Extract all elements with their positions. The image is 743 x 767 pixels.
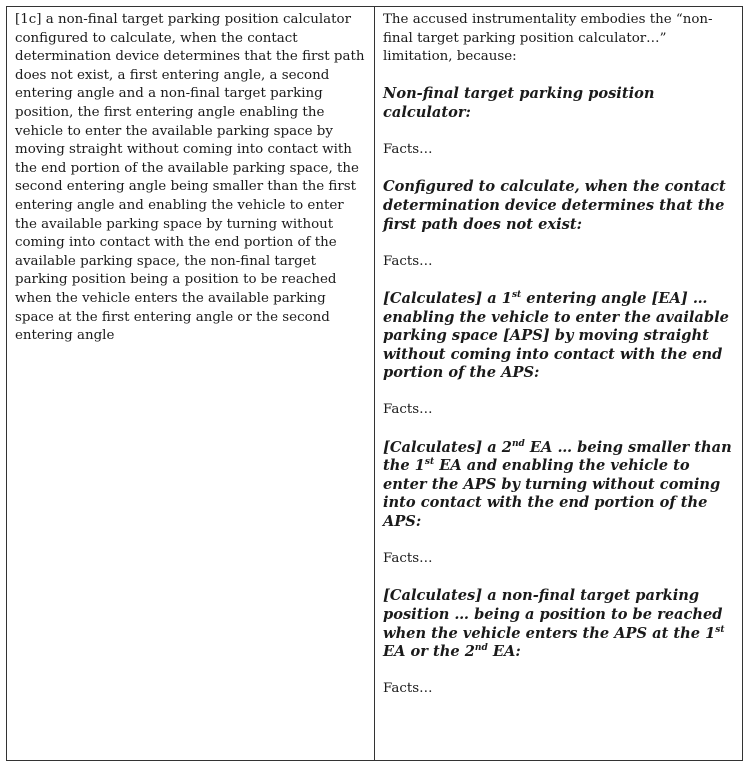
ordinal-suffix: st	[424, 457, 435, 468]
limitation-heading-first-angle	[383, 290, 734, 383]
limitation-heading-target-position	[383, 587, 734, 661]
claim-element-text: [1c] a non-final target parking position calculator configured to calculate, when the contact determination device determines that the first path does not exist, a first entering angle, a second entering angle and a non-final target parking position, the first entering angle enabling the vehicle to enter the available parking space by moving straight without coming into contact with the end portion of the available parking space, the second entering angle being smaller than the first entering angle and enabling the vehicle to enter the available parking space by turning without coming into contact with the end portion of the available parking space, the non-final target parking position being a position to be reached when the vehicle enters the available parking space at the first entering angle or the second entering angle	[15, 12, 365, 344]
claim-chart-table	[6, 6, 743, 761]
heading-text: EA or the 2	[383, 643, 475, 661]
analysis-intro: The accused instrumentality embodies the “non-final target parking position calculator…” limitation, because:	[383, 12, 713, 65]
heading-text: [Calculates] a 2	[383, 438, 512, 456]
ordinal-suffix: nd	[474, 643, 488, 654]
claim-chart-row	[7, 7, 743, 761]
heading-text: [Calculates] a 1	[383, 289, 512, 307]
limitation-heading-calculator: Non-final target parking position calculator:	[383, 85, 655, 121]
infringement-analysis-cell	[375, 7, 743, 761]
facts-placeholder: Facts…	[383, 142, 433, 158]
ordinal-suffix: st	[715, 624, 725, 635]
facts-placeholder: Facts…	[383, 551, 433, 567]
limitation-heading-configured: Configured to calculate, when the contact determination device determines that the first path does not exist:	[383, 178, 726, 233]
heading-text: EA and enabling the vehicle to enter the APS by turning without coming into contact with the end portion of the APS:	[383, 457, 721, 531]
claim-element-cell	[7, 7, 375, 761]
ordinal-suffix: nd	[511, 438, 525, 449]
heading-text: [Calculates] a non-final target parking position … being a position to be reached when the vehicle enters the APS at the 1	[383, 587, 723, 642]
heading-text: EA:	[487, 643, 521, 661]
heading-text: EA … being smaller than the 1	[383, 438, 732, 475]
facts-placeholder: Facts…	[383, 253, 433, 269]
heading-text: entering angle [EA] … enabling the vehicle to enter the available parking space [APS] by moving straight without coming into contact with the end portion of the APS:	[383, 289, 729, 382]
facts-placeholder: Facts…	[383, 681, 433, 697]
limitation-heading-second-angle	[383, 439, 734, 532]
facts-placeholder: Facts…	[383, 402, 433, 418]
ordinal-suffix: st	[511, 290, 522, 301]
